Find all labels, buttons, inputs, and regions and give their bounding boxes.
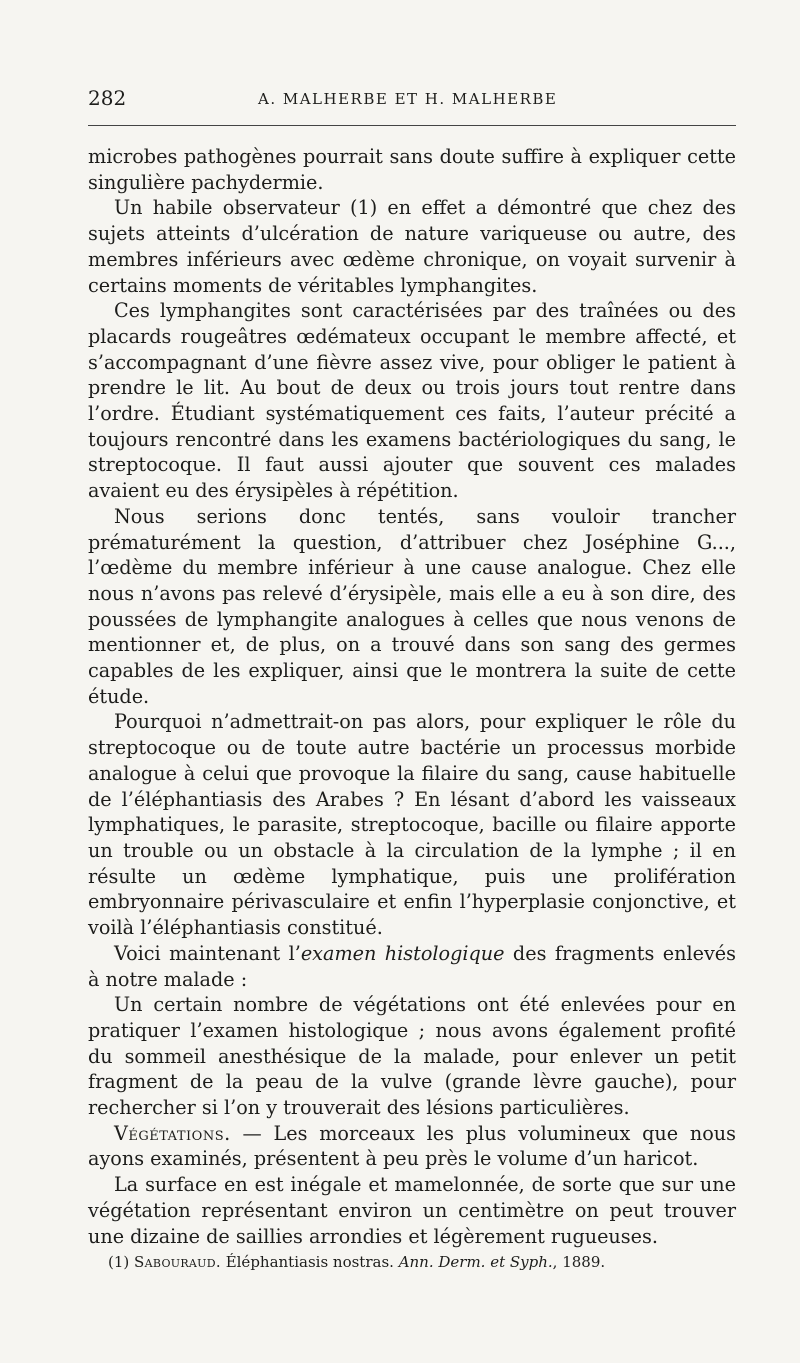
paragraph: Pourquoi n’admettrait-on pas alors, pour expliquer le rôle du streptocoque ou de toute autre bactérie un processus morbide analogue à celui que provoque la filaire du sang, cause habituelle de l’éléphantiasis des Arabes ? En lésant d’abord les vaisseaux lymphatiques, le parasite, streptocoque, bacille ou filaire apporte un trouble ou un obstacle à la circulation de la lymphe ; il en résulte un œdème lymphatique, puis une prolifération embryonnaire périvasculaire et enfin l’hyperplasie conjonctive, et voilà l’éléphantiasis constitué.	[88, 710, 736, 940]
footnote-title: Éléphantiasis nostras.	[220, 1253, 399, 1271]
header-rule	[88, 125, 736, 126]
footnote-journal: Ann. Derm. et Syph.	[398, 1253, 553, 1271]
paragraph-text: Voici maintenant l’	[114, 941, 301, 965]
paragraph	[88, 1121, 736, 1172]
footnote-year: , 1889.	[552, 1253, 606, 1271]
page-number: 282	[88, 86, 127, 110]
paragraph	[88, 941, 736, 992]
paragraph: Un certain nombre de végétations ont été enlevées pour en pratiquer l’examen histologique ; nous avons également profité du sommeil anesthésique de la malade, pour enlever un petit fragment de la peau de la vulve (grande lèvre gauche), pour rechercher si l’on y trouverait des lésions particulières.	[88, 993, 736, 1120]
footnote-author: Sabouraud.	[134, 1253, 221, 1271]
section-heading: Végétations.	[114, 1121, 231, 1145]
italic-term: examen histologique	[300, 941, 505, 965]
page-header	[88, 86, 734, 114]
footnote	[108, 1252, 728, 1272]
paragraph-text: — Les morceaux les plus volumineux que nous ayons examinés, présentent à peu près le volume d’un haricot.	[88, 1121, 736, 1171]
paragraph: La surface en est inégale et mamelonnée, de sorte que sur une végétation représentant environ un centimètre on peut trouver une dizaine de saillies arrondies et légèrement rugueuses.	[88, 1173, 736, 1248]
paragraph: Nous serions donc tentés, sans vouloir trancher prématurément la question, d’attribuer chez Joséphine G..., l’œdème du membre inférieur à une cause analogue. Chez elle nous n’avons pas relevé d’érysipèle, mais elle a eu à son dire, des poussées de lymphangite analogues à celles que nous venons de mentionner et, de plus, on a trouvé dans son sang des germes capables de les expliquer, ainsi que le montrera la suite de cette étude.	[88, 504, 736, 708]
running-head: A. MALHERBE ET H. MALHERBE	[258, 90, 558, 108]
body-text	[88, 144, 736, 1249]
footnote-marker: (1)	[108, 1253, 130, 1271]
paragraph: microbes pathogènes pourrait sans doute suffire à expliquer cette singulière pachydermie.	[88, 145, 736, 194]
paragraph-text: des fragments enlevés à notre malade :	[88, 941, 736, 991]
paragraph: Un habile observateur (1) en effet a démontré que chez des sujets atteints d’ulcération de nature variqueuse ou autre, des membres inférieurs avec œdème chronique, on voyait survenir à certains moments de véritables lymphangites.	[88, 196, 736, 297]
paragraph: Ces lymphangites sont caractérisées par des traînées ou des placards rougeâtres œdémateux occupant le membre affecté, et s’accompagnant d’une fièvre assez vive, pour obliger le patient à prendre le lit. Au bout de deux ou trois jours tout rentre dans l’ordre. Étudiant systématiquement ces faits, l’auteur précité a toujours rencontré dans les examens bactériologiques du sang, le streptocoque. Il faut aussi ajouter que souvent ces malades avaient eu des érysipèles à répétition.	[88, 299, 736, 503]
